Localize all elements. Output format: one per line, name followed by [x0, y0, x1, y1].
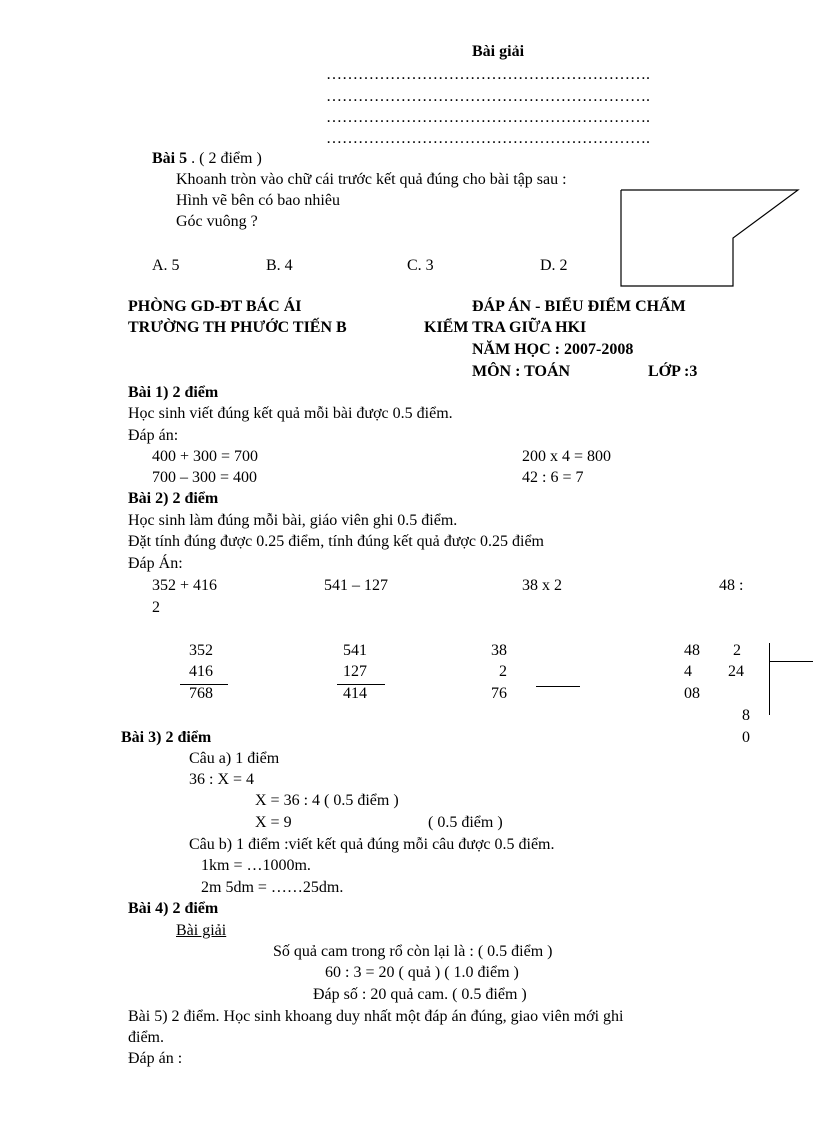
- calc-result: 768: [189, 685, 213, 702]
- subject: MÔN : TOÁN: [472, 363, 571, 380]
- bai3-line: 36 : X = 4: [189, 771, 255, 788]
- bai3-points: ( 0.5 điểm ): [428, 814, 503, 831]
- calc-number: 0: [742, 729, 750, 746]
- bai4-line: 60 : 3 = 20 ( quả ) ( 1.0 điểm ): [325, 964, 519, 981]
- dotted-answer-line: …………………………………………………….: [326, 88, 650, 105]
- bai3-a-title: Câu a) 1 điểm: [189, 750, 280, 767]
- division-rule: [769, 661, 813, 662]
- calc-number: 4: [684, 663, 692, 680]
- bai3-title: Bài 3) 2 điểm: [121, 729, 212, 746]
- option-d: D. 2: [540, 257, 568, 274]
- calc-number: 48: [684, 642, 700, 659]
- solution-heading: Bài giải: [472, 43, 525, 60]
- bai3-line: 2m 5dm = ……25dm.: [201, 879, 344, 896]
- bai2-answer-label: Đáp Án:: [128, 555, 183, 572]
- bai5-instruction: Khoanh tròn vào chữ cái trước kết quả đúng cho bài tập sau :: [176, 171, 567, 188]
- calc-number: 24: [728, 663, 744, 680]
- equation: 42 : 6 = 7: [522, 469, 584, 486]
- calc-number: 38: [491, 642, 507, 659]
- division-bar: [769, 643, 770, 715]
- bai5-answer-label: Đáp án :: [128, 1050, 183, 1067]
- option-b: B. 4: [266, 257, 293, 274]
- bai5-question-line: Góc vuông ?: [176, 213, 258, 230]
- bai4-title: Bài 4) 2 điểm: [128, 900, 219, 917]
- bai5-points: . ( 2 điểm ): [191, 150, 262, 167]
- calc-number: 2: [733, 642, 741, 659]
- problem: 2: [152, 599, 160, 616]
- bai3-b-title: Câu b) 1 điểm :viết kết quả đúng mỗi câu được 0.5 điểm.: [189, 836, 555, 853]
- calc-number: 352: [189, 642, 213, 659]
- calc-number: 08: [684, 685, 700, 702]
- calc-result: 76: [491, 685, 507, 702]
- bai4-line: Đáp số : 20 quả cam. ( 0.5 điểm ): [313, 986, 527, 1003]
- bai3-line: 1km = …1000m.: [201, 857, 311, 874]
- calc-number: 8: [742, 707, 750, 724]
- bai5-question-line: Hình vẽ bên có bao nhiêu: [176, 192, 340, 209]
- exam-title: KIỂM TRA GIỮA HKI: [424, 319, 587, 336]
- bai1-answer-label: Đáp án:: [128, 427, 179, 444]
- bai3-line: X = 9: [255, 814, 292, 831]
- equation: 200 x 4 = 800: [522, 448, 612, 465]
- calc-number: 416: [189, 663, 213, 680]
- department-name: PHÒNG GD-ĐT BÁC ÁI: [128, 298, 302, 315]
- calc-result: 414: [343, 685, 367, 702]
- option-c: C. 3: [407, 257, 434, 274]
- bai2-desc: Học sinh làm đúng mỗi bài, giáo viên ghi 0.5 điểm.: [128, 512, 458, 529]
- school-year: NĂM HỌC : 2007-2008: [472, 341, 634, 358]
- grade: LỚP :3: [648, 363, 698, 380]
- calc-rule: [536, 686, 580, 687]
- dotted-answer-line: …………………………………………………….: [326, 130, 650, 147]
- dotted-answer-line: …………………………………………………….: [326, 66, 650, 83]
- option-a: A. 5: [152, 257, 180, 274]
- problem: 38 x 2: [522, 577, 562, 594]
- problem: 48 :: [719, 577, 744, 594]
- bai2-title: Bài 2) 2 điểm: [128, 490, 219, 507]
- problem: 541 – 127: [324, 577, 388, 594]
- bai3-line: X = 36 : 4 ( 0.5 điểm ): [255, 792, 399, 809]
- bai4-line: Số quả cam trong rổ còn lại là : ( 0.5 điểm ): [273, 943, 553, 960]
- calc-number: 541: [343, 642, 367, 659]
- bai1-title: Bài 1) 2 điểm: [128, 384, 219, 401]
- equation: 400 + 300 = 700: [152, 448, 259, 465]
- school-name: TRƯỜNG TH PHƯỚC TIẾN B: [128, 319, 347, 336]
- bai4-solution-heading: Bài giải: [176, 922, 227, 939]
- bai1-desc: Học sinh viết đúng kết quả mỗi bài được 0.5 điểm.: [128, 405, 453, 422]
- calc-number: 2: [499, 663, 507, 680]
- equation: 700 – 300 = 400: [152, 469, 258, 486]
- answer-key-title: ĐÁP ÁN - BIỂU ĐIỂM CHẤM: [472, 298, 686, 315]
- problem: 352 + 416: [152, 577, 218, 594]
- bai2-desc: Đặt tính đúng được 0.25 điểm, tính đúng kết quả được 0.25 điểm: [128, 533, 544, 550]
- dotted-answer-line: …………………………………………………….: [326, 109, 650, 126]
- calc-number: 127: [343, 663, 367, 680]
- bai5-answer-line: Bài 5) 2 điểm. Học sinh khoang duy nhất một đáp án đúng, giao viên mới ghi: [128, 1008, 624, 1025]
- bai5-title: Bài 5: [152, 150, 188, 167]
- bai5-answer-line: điểm.: [128, 1029, 164, 1046]
